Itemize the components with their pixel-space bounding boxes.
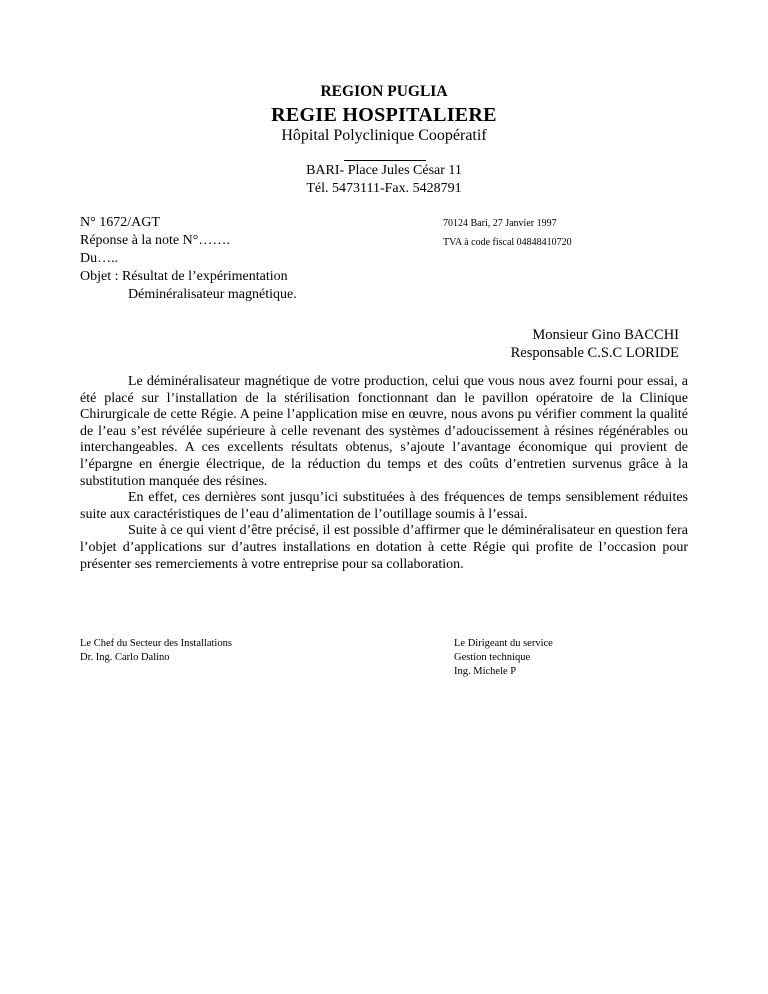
signature-right-name: Ing. Michele P [454,666,517,677]
header-address: BARI- Place Jules César 11 [306,163,462,178]
signature-right-dept: Gestion technique [454,652,531,663]
letter-date: 70124 Bari, 27 Janvier 1997 [443,218,557,229]
signature-right-title: Le Dirigeant du service [454,638,553,649]
header-tel: Tél. 5473111-Fax. 5428791 [306,181,462,196]
header-regie: REGIE HOSPITALIERE [271,104,497,126]
ref-number: N° 1672/AGT [80,215,160,230]
recipient-name: Monsieur Gino BACCHI [532,327,679,343]
header-hopital: Hôpital Polyclinique Coopératif [281,127,487,144]
body-paragraph-1: Le déminéralisateur magnétique de votre production, celui que vous nous avez fourni pour essai, a été placé sur l’installation de la stérilisation fonctionnant dan le pavillon opératoire de la Clinique Chirurgicale de cette Régie. A peine l’application mise en œuvre, nous avons pu vérifier comment la qualité de l’eau s’est révélée supérieure à celle revenant des systèmes d’adoucissement à résines régénérables ou interchangeables. A ces excellents résultats obtenus, s’ajoute l’avantage économique qui provient de l’épargne en énergie électrique, de la réduction du temps et des coûts d’entretien survenus grâce à la substitution manquée des résines. [80,374,688,489]
body-paragraph-2: En effet, ces dernières sont jusqu’ici substituées à des fréquences de temps sensiblement réduites suite aux caractéristiques de l’eau d’alimentation de l’outillage soumis à l’essai. [80,490,688,522]
ref-objet: Objet : Résultat de l’expérimentation [80,269,288,284]
recipient-title: Responsable C.S.C LORIDE [510,345,679,361]
signature-right [454,637,553,679]
letter-body [80,374,688,573]
signature-left-title: Le Chef du Secteur des Installations [80,638,232,649]
signature-left-name: Dr. Ing. Carlo Dalino [80,652,170,663]
ref-reply: Réponse à la note N°……. [80,233,230,248]
signature-left [80,637,232,665]
body-paragraph-3: Suite à ce qui vient d’être précisé, il est possible d’affirmer que le déminéralisateur en question fera l’objet d’applications sur d’autres installations en dotation à cette Régie qui profite de l’occasion pour présenter ses remerciements à votre entreprise pour sa collaboration. [80,523,688,572]
ref-du: Du….. [80,251,119,266]
tva-code: TVA à code fiscal 04848410720 [443,237,572,248]
header-divider [344,160,426,161]
ref-objet-cont: Déminéralisateur magnétique. [128,287,297,302]
header-region: REGION PUGLIA [320,83,448,100]
